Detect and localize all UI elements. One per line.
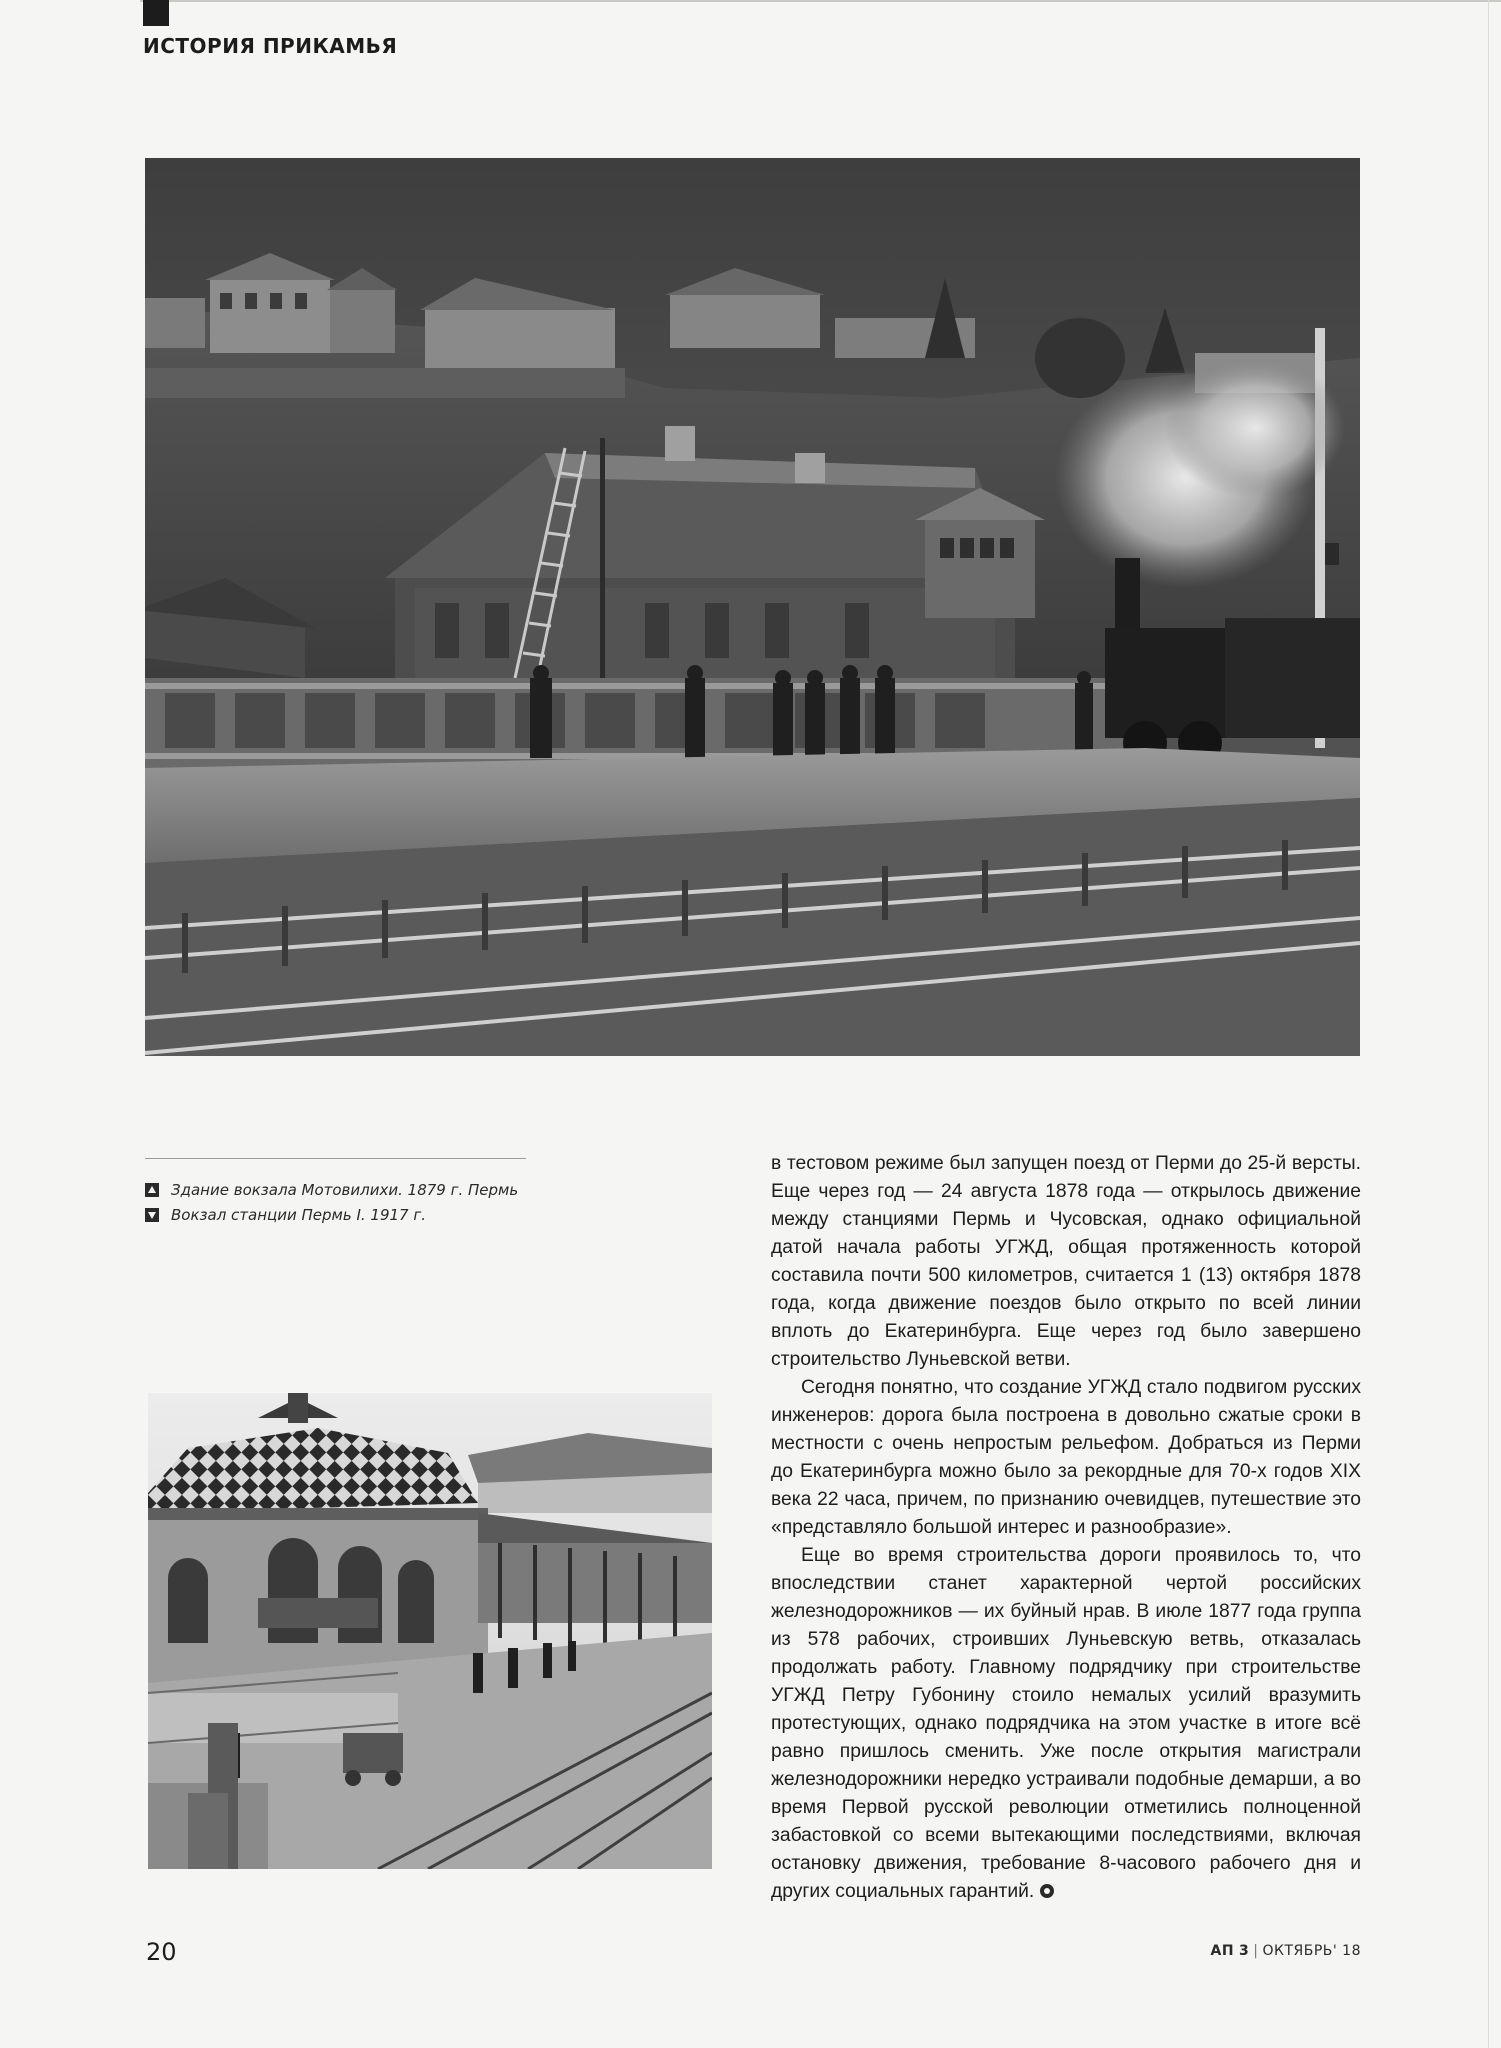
- arrow-up-icon: [145, 1183, 159, 1197]
- footer-folio: [1211, 1943, 1362, 1959]
- caption-first-text: Здание вокзала Мотовилихи. 1879 г. Пермь: [171, 1181, 519, 1199]
- section-marker: [143, 0, 169, 26]
- folio-issue: 3: [1239, 1943, 1250, 1959]
- article-paragraph-1: в тестовом режиме был запущен поезд от Перми до 25-й версты. Еще через год — 24 августа 1878 года — открылось движение между станциями Пермь и Чусовская, однако официальной датой начала работы УГЖД, общая протяженность которой составила почти 500 километров, считается 1 (13) октября 1878 года, когда движение поездов было открыто по всей линии вплоть до Екатеринбурга. Еще через год было завершено строительство Луньевской ветви.: [771, 1153, 1361, 1370]
- caption-second-text: Вокзал станции Пермь I. 1917 г.: [171, 1206, 427, 1224]
- article-paragraph-2: Сегодня понятно, что создание УГЖД стало подвигом русских инженеров: дорога была построена в довольно сжатые сроки в местности с очень непростым рельефом. Добраться из Перми до Екатеринбурга можно было за рекордные для 70-х годов XIX века 22 часа, причем, по признанию очевидцев, путешествие это «представляло большой интерес и разнообразие».: [771, 1377, 1361, 1538]
- folio-date: ОКТЯБРЬ' 18: [1262, 1943, 1361, 1959]
- article-paragraph-3-text: Еще во время строительства дороги проявилось то, что впоследствии станет характерной чертой российских железнодорожников — их буйный нрав. В июле 1877 года группа из 578 рабочих, строивших Луньевскую ветвь, отказалась продолжать работу. Главному подрядчику при строительстве УГЖД Петру Губонину стоило немалых усилий вразумить протестующих, однако подрядчика на этом участке в итоге всё равно пришлось сменить. Уже после открытия магистрали железнодорожники нередко устраивали подобные демарши, а во время Первой русской революции отметились полноценной забастовкой со всеми вытекающими последствиями, включая остановку движения, требование 8-часового рабочего дня и других социальных гарантий.: [771, 1545, 1361, 1902]
- article-body: [771, 1150, 1361, 1906]
- end-of-article-icon: [1040, 1884, 1054, 1898]
- arrow-down-icon: [145, 1208, 159, 1222]
- page-number: 20: [146, 1938, 177, 1966]
- folio-separator: |: [1253, 1943, 1259, 1959]
- page-edge-line: [1488, 0, 1489, 2048]
- section-title: ИСТОРИЯ ПРИКАМЬЯ: [143, 34, 398, 58]
- folio-magazine: АП: [1210, 1943, 1235, 1959]
- photo-motovilikha-station: [145, 158, 1360, 1056]
- caption-second: [145, 1206, 426, 1224]
- top-rule: [140, 0, 1501, 2]
- caption-first: [145, 1181, 518, 1199]
- article-paragraph-3: [771, 1542, 1361, 1906]
- caption-rule: [145, 1158, 526, 1159]
- photo-perm-i-station: [148, 1393, 712, 1869]
